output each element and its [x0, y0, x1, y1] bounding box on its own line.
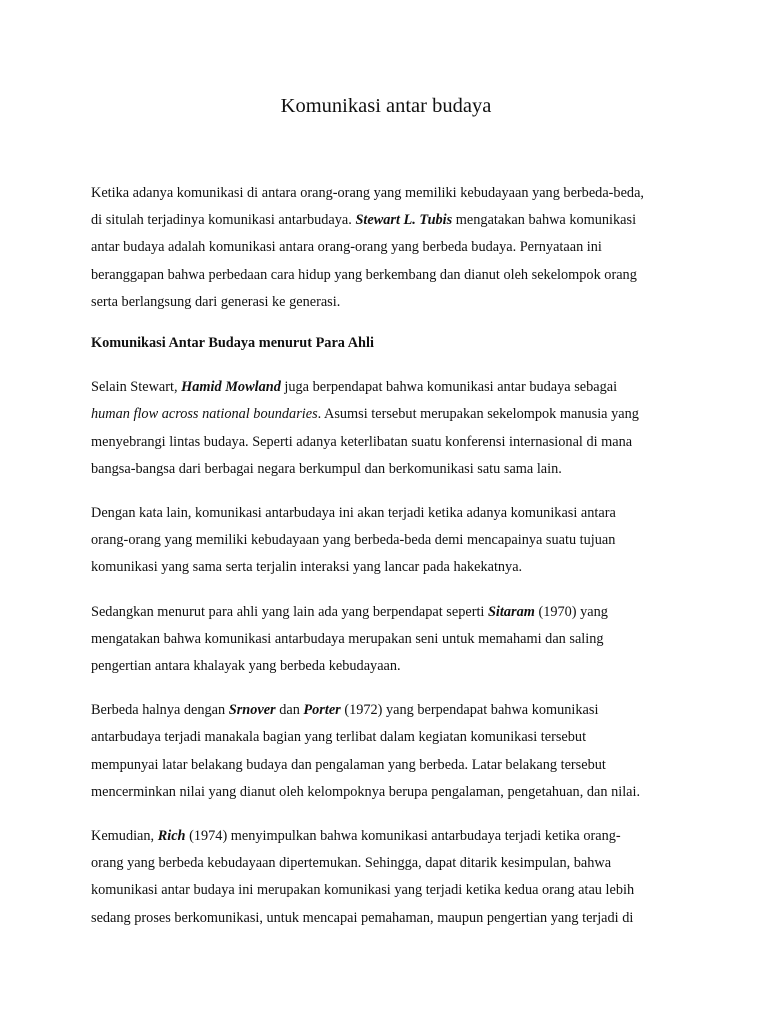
paragraph-line: menyebrangi lintas budaya. Seperti adanya keterlibatan suatu konferensi internasional di mana [91, 433, 633, 450]
paragraph-line [91, 207, 681, 234]
paragraph-line: mencerminkan nilai yang dianut oleh kelompoknya berupa pengalaman, pengetahuan, dan nilai. [91, 783, 641, 800]
paragraph-line [91, 697, 681, 724]
text-run: Kemudian, [91, 828, 158, 845]
paragraph-line: beranggapan bahwa perbedaan cara hidup yang berkembang dan dianut oleh sekelompok orang [91, 266, 637, 283]
person-name-stewart-tubis: Stewart L. Tubis [355, 212, 453, 229]
text-run: Sedangkan menurut para ahli yang lain ada yang berpendapat seperti [91, 603, 488, 620]
document-title: Komunikasi antar budaya [280, 95, 492, 117]
text-run: juga berpendapat bahwa komunikasi antar budaya sebagai [280, 379, 618, 396]
paragraph-line: Dengan kata lain, komunikasi antarbudaya ini akan terjadi ketika adanya komunikasi antara [91, 505, 616, 522]
paragraph-line: serta berlangsung dari generasi ke generasi. [91, 293, 341, 310]
text-run: mengatakan bahwa komunikasi [452, 212, 637, 229]
document-page [91, 88, 681, 949]
paragraph-line [91, 823, 681, 850]
person-name-rich: Rich [157, 828, 186, 845]
paragraph-line [91, 401, 681, 428]
text-run: Berbeda halnya dengan [91, 702, 229, 719]
person-name-hamid-mowland: Hamid Mowland [181, 379, 281, 396]
paragraph-line: antar budaya adalah komunikasi antara orang-orang yang berbeda budaya. Pernyataan ini [91, 239, 602, 256]
text-run: (1970) yang [534, 603, 608, 620]
paragraph-line: orang yang berbeda kebudayaan dipertemukan. Sehingga, dapat ditarik kesimpulan, bahwa [91, 855, 612, 872]
person-name-porter: Porter [303, 702, 341, 719]
kata-lain-paragraph [91, 500, 681, 582]
section-heading: Komunikasi Antar Budaya menurut Para Ahli [91, 335, 374, 352]
paragraph-line: antarbudaya terjadi manakala bagian yang terlibat dalam kegiatan komunikasi tersebut [91, 729, 587, 746]
sitaram-paragraph [91, 599, 681, 681]
paragraph-line [91, 599, 681, 626]
intro-paragraph [91, 180, 681, 316]
paragraph-line: mempunyai latar belakang budaya dan pengalaman yang berbeda. Latar belakang tersebut [91, 756, 606, 773]
paragraph-line: pengertian antara khalayak yang berbeda kebudayaan. [91, 658, 401, 675]
paragraph-line [91, 374, 681, 401]
text-run: dan [275, 702, 304, 719]
text-run: di situlah terjadinya komunikasi antarbudaya. [91, 212, 356, 229]
person-name-sitaram: Sitaram [487, 603, 535, 620]
rich-paragraph [91, 823, 681, 932]
text-run: Selain Stewart, [91, 379, 182, 396]
mowland-paragraph [91, 374, 681, 483]
paragraph-line: Ketika adanya komunikasi di antara orang-orang yang memiliki kebudayaan yang berbeda-beda, [91, 185, 644, 201]
srnover-porter-paragraph [91, 697, 681, 806]
paragraph-line: orang-orang yang memiliki kebudayaan yang berbeda-beda demi mencapainya suatu tujuan [91, 532, 616, 549]
paragraph-line: mengatakan bahwa komunikasi antarbudaya merupakan seni untuk memahami dan saling [91, 630, 604, 647]
italic-phrase: human flow across national boundaries [91, 406, 318, 423]
text-run: (1974) menyimpulkan bahwa komunikasi antarbudaya terjadi ketika orang- [185, 828, 621, 845]
paragraph-line: komunikasi antar budaya ini merupakan komunikasi yang terjadi ketika kedua orang atau lebih [91, 882, 635, 899]
text-run: (1972) yang berpendapat bahwa komunikasi [340, 702, 599, 719]
text-run: . Asumsi tersebut merupakan sekelompok manusia yang [317, 406, 639, 423]
person-name-srnover: Srnover [228, 702, 276, 719]
paragraph-line: sedang proses berkomunikasi, untuk mencapai pemahaman, maupun pengertian yang terjadi di [91, 909, 634, 926]
paragraph-line: komunikasi yang sama serta terjalin interaksi yang lancar pada hakekatnya. [91, 559, 523, 576]
paragraph-line: bangsa-bangsa dari berbagai negara berkumpul dan berkomunikasi satu sama lain. [91, 460, 562, 477]
